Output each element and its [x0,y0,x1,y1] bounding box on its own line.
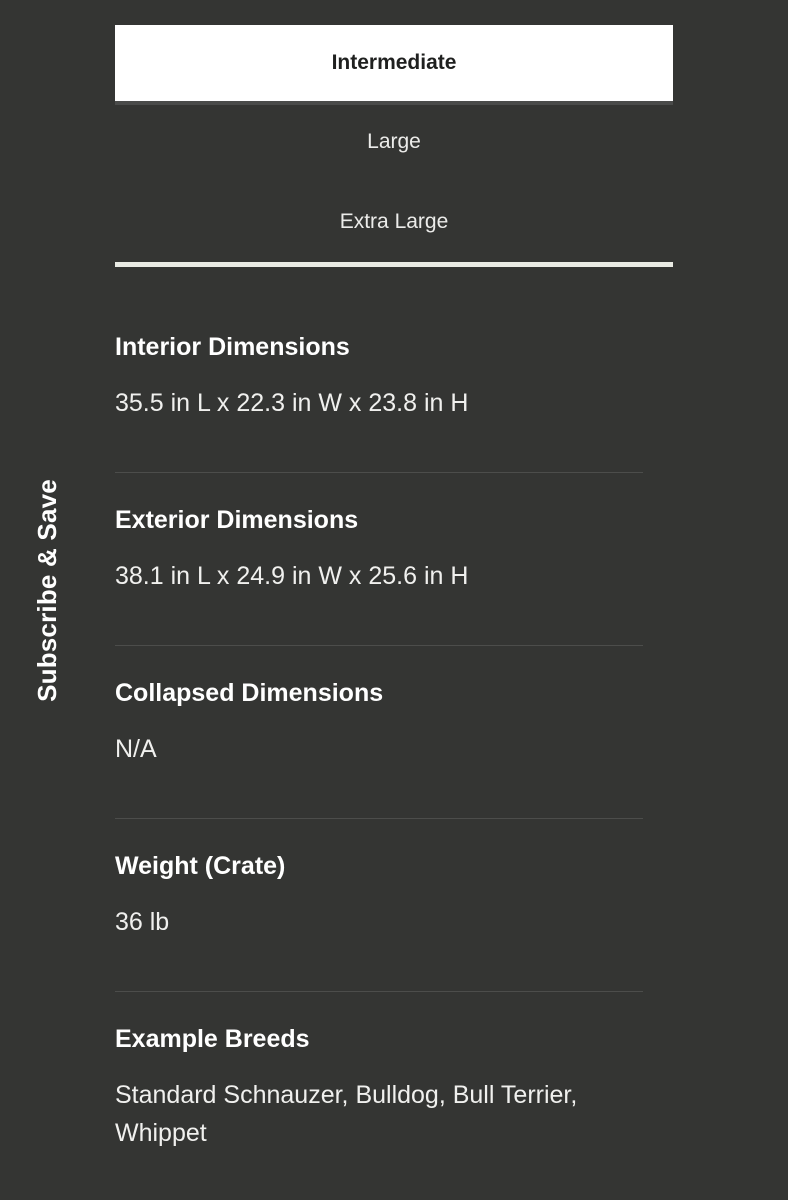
size-selector [115,25,673,268]
spec-exterior-dimensions [115,473,643,646]
spec-value: 35.5 in L x 22.3 in W x 23.8 in H [115,389,469,417]
spec-value: 38.1 in L x 24.9 in W x 25.6 in H [115,562,469,590]
spec-weight [115,819,643,992]
spec-interior-dimensions [115,300,643,473]
spec-label: Example Breeds [115,1025,310,1053]
spec-label: Collapsed Dimensions [115,679,384,707]
spec-value: Standard Schnauzer, Bulldog, Bull Terrier, Whippet [115,1081,578,1147]
subscribe-and-save-label: Subscribe & Save [31,478,62,702]
spec-list [115,300,643,1165]
size-selector-divider [115,262,673,267]
size-option-intermediate[interactable]: Intermediate [115,25,673,105]
subscribe-and-save-tab[interactable] [24,470,70,710]
spec-value: 36 lb [115,908,170,936]
size-option-large[interactable]: Large [367,130,421,153]
spec-value: N/A [115,735,157,763]
spec-label: Interior Dimensions [115,333,350,361]
size-option-extra-large[interactable]: Extra Large [339,210,449,233]
spec-label: Exterior Dimensions [115,506,359,534]
spec-example-breeds [115,992,643,1165]
spec-collapsed-dimensions [115,646,643,819]
spec-label: Weight (Crate) [115,852,286,880]
